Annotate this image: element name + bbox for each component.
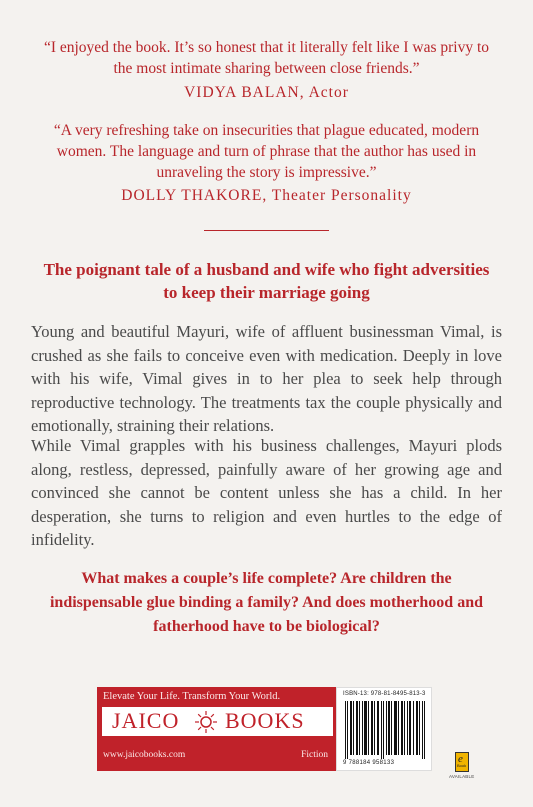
ebook-available-label: AVAILABLE [449,774,475,779]
quote-1-role: , Actor [299,84,349,101]
barcode-icon [343,701,427,759]
ebook-badge-icon [455,752,469,772]
isbn-barcode-box [336,687,432,771]
section-divider [204,230,329,231]
closing-questions: What makes a couple’s life complete? Are children the indispensable glue binding a family? And does motherhood and fatherhood have to be biological? [49,570,483,635]
quote-1-name: VIDYA BALAN [184,84,300,101]
ebook-letter: e [458,753,463,765]
publisher-name-books: BOOKS [225,708,305,733]
quote-2-text: “A very refreshing take on insecurities that plague educated, modern women. The language and turn of phrase that the author has used in unraveling the story is impressive.” [53,122,480,181]
quote-2-role: , Theater Personality [262,187,412,204]
publisher-name-band [101,706,334,737]
quote-1-text: “I enjoyed the book. It’s so honest that it literally felt like I was privy to the most intimate sharing between close friends.” [43,39,490,77]
tagline: The poignant tale of a husband and wife who fight adversities to keep their marriage going [43,260,490,302]
publisher-url: www.jaicobooks.com [103,750,186,760]
synopsis-paragraph-2: While Vimal grapples with his business challenges, Mayuri plods along, restless, depressed, painfully aware of her growing age and convinced she cannot be content unless she has a child. In her desperation, she turns to religion and even hurtles to the edge of infidelity. [31,436,502,549]
publisher-panel [97,687,336,771]
isbn-label: ISBN-13: 978-81-8495-813-3 [343,691,426,697]
publisher-slogan: Elevate Your Life. Transform Your World. [103,691,281,702]
barcode-digits: 9 788184 958133 [343,760,395,766]
quote-2-name: DOLLY THAKORE [121,187,263,204]
genre-label: Fiction [301,750,328,760]
quote-2-attribution [40,187,493,205]
quote-1-attribution [40,84,493,102]
sun-wheel-logo-icon [194,710,218,734]
ebook-word: Book [457,763,467,768]
synopsis-paragraph-1: Young and beautiful Mayuri, wife of affluent businessman Vimal, is crushed as she fails to conceive even with medication. Deeply in love with his wife, Vimal gives in to her plea to seek help through reproductive technology. The treatments tax the couple physically and emotionally, straining their relations. [31,322,502,435]
publisher-name-jaico: JAICO [112,708,180,733]
